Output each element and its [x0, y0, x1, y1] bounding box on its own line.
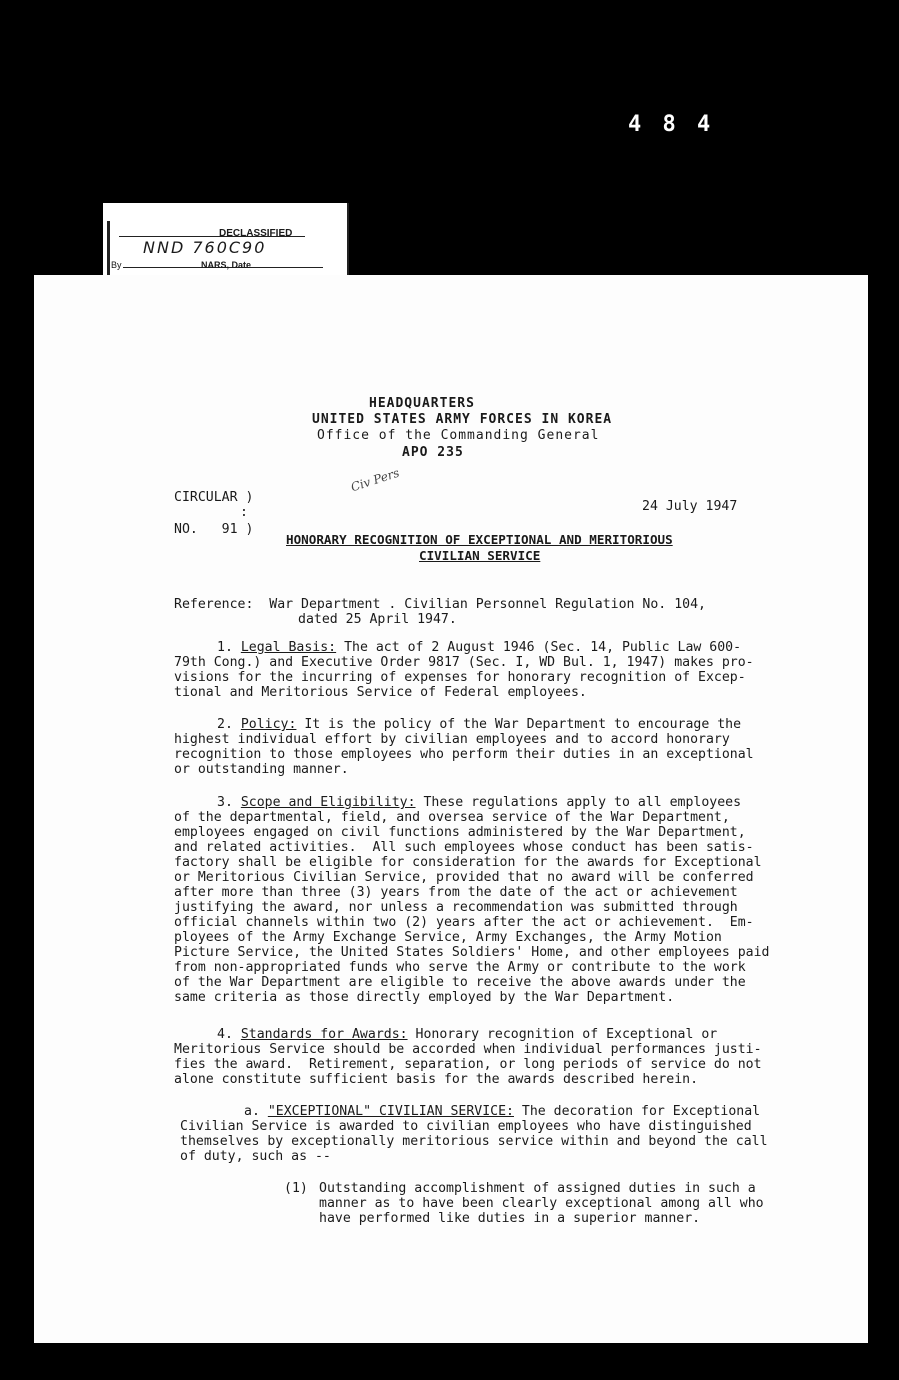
item1-line3: have performed like duties in a superior manner. [319, 1211, 701, 1226]
para1-line3: visions for the incurring of expenses for honorary recognition of Excep- [174, 670, 746, 685]
para3-line2: of the departmental, field, and oversea service of the War Department, [174, 810, 730, 825]
para2-num: 2. [217, 717, 233, 732]
stamp-authority: NND 760C90 [143, 238, 267, 257]
para3-line3: employees engaged on civil functions administered by the War Department, [174, 825, 746, 840]
para3-line8: justifying the award, nor unless a recommendation was submitted through [174, 900, 738, 915]
document-page [34, 275, 868, 1343]
para2-line2: highest individual effort by civilian employees and to accord honorary [174, 732, 730, 747]
para3-line4: and related activities. All such employees whose conduct has been satis- [174, 840, 754, 855]
stamp-by: By [111, 260, 122, 270]
para1-heading: Legal Basis: [240, 640, 337, 655]
para3-line9: official channels within two (2) years after the act or achievement. Em- [174, 915, 754, 930]
para3-num: 3. [217, 795, 233, 810]
para3-text: These regulations apply to all employees [415, 795, 742, 810]
stamp-nars-date: NARS, Date [201, 260, 252, 270]
declassified-stamp [103, 203, 349, 277]
reference-line-2: dated 25 April 1947. [298, 612, 457, 627]
para3-line14: same criteria as those directly employed by the War Department. [174, 990, 675, 1005]
stamp-bar [107, 221, 110, 277]
item1-num: (1) [284, 1181, 308, 1196]
item1-line2: manner as to have been clearly exceptional among all who [319, 1196, 764, 1211]
para1-text: The act of 2 August 1946 (Sec. 14, Public Law 600- [336, 640, 742, 655]
para1-num: 1. [217, 640, 233, 655]
para4a-line1 [244, 1104, 760, 1119]
header-line-2: UNITED STATES ARMY FORCES IN KOREA [312, 412, 613, 427]
para4a-text: The decoration for Exceptional [513, 1104, 761, 1119]
para1-line1 [217, 640, 741, 655]
header-line-3: Office of the Commanding General [317, 428, 600, 443]
header-line-4: APO 235 [402, 445, 464, 460]
para4a-line3: themselves by exceptionally meritorious service within and beyond the call [180, 1134, 768, 1149]
para4-heading: Standards for Awards: [240, 1027, 408, 1042]
document-title-2: CIVILIAN SERVICE [419, 548, 541, 563]
para4-num: 4. [217, 1027, 233, 1042]
circular-number: NO. 91 ) [174, 522, 254, 537]
para2-line4: or outstanding manner. [174, 762, 349, 777]
circular-date: 24 July 1947 [642, 499, 738, 514]
para2-text: It is the policy of the War Department to encourage the [296, 717, 742, 732]
handwritten-note: Civ Pers [349, 465, 402, 495]
reference-line-1: Reference: War Department . Civilian Personnel Regulation No. 104, [174, 597, 706, 612]
archive-mark: 4 8 4 [628, 112, 715, 137]
para4-line1 [217, 1027, 717, 1042]
circular-colon: : [240, 505, 248, 520]
para3-line1 [217, 795, 741, 810]
header-line-1: HEADQUARTERS [369, 396, 475, 411]
para2-line3: recognition to those employees who perform their duties in an exceptional [174, 747, 754, 762]
para3-line11: Picture Service, the United States Soldiers' Home, and other employees paid [174, 945, 770, 960]
circular-label: CIRCULAR ) [174, 490, 254, 505]
para1-line2: 79th Cong.) and Executive Order 9817 (Sec. I, WD Bul. 1, 1947) makes pro- [174, 655, 754, 670]
para2-line1 [217, 717, 741, 732]
para4-line2: Meritorious Service should be accorded when individual performances justi- [174, 1042, 762, 1057]
stamp-declassified: DECLASSIFIED [219, 228, 293, 239]
para4-line4: alone constitute sufficient basis for the awards described herein. [174, 1072, 699, 1087]
para4a-line2: Civilian Service is awarded to civilian employees who have distinguished [180, 1119, 752, 1134]
para4a-heading: "EXCEPTIONAL" CIVILIAN SERVICE: [267, 1104, 514, 1119]
para3-line10: ployees of the Army Exchange Service, Army Exchanges, the Army Motion [174, 930, 722, 945]
para2-heading: Policy: [240, 717, 297, 732]
para4-line3: fies the award. Retirement, separation, or long periods of service do not [174, 1057, 762, 1072]
para4a-line4: of duty, such as -- [180, 1149, 331, 1164]
para3-line7: after more than three (3) years from the date of the act or achievement [174, 885, 738, 900]
item1-line1: Outstanding accomplishment of assigned duties in such a [319, 1181, 756, 1196]
para4-text: Honorary recognition of Exceptional or [407, 1027, 718, 1042]
para3-heading: Scope and Eligibility: [240, 795, 416, 810]
para4a-num: a. [244, 1104, 260, 1119]
para1-line4: tional and Meritorious Service of Federal employees. [174, 685, 587, 700]
para3-line12: from non-appropriated funds who serve the Army or contribute to the work [174, 960, 746, 975]
document-title-1: HONORARY RECOGNITION OF EXCEPTIONAL AND MERITORIOUS [286, 532, 673, 547]
para3-line5: factory shall be eligible for consideration for the awards for Exceptional [174, 855, 762, 870]
para3-line13: of the War Department are eligible to receive the above awards under the [174, 975, 746, 990]
para3-line6: or Meritorious Civilian Service, provided that no award will be conferred [174, 870, 754, 885]
